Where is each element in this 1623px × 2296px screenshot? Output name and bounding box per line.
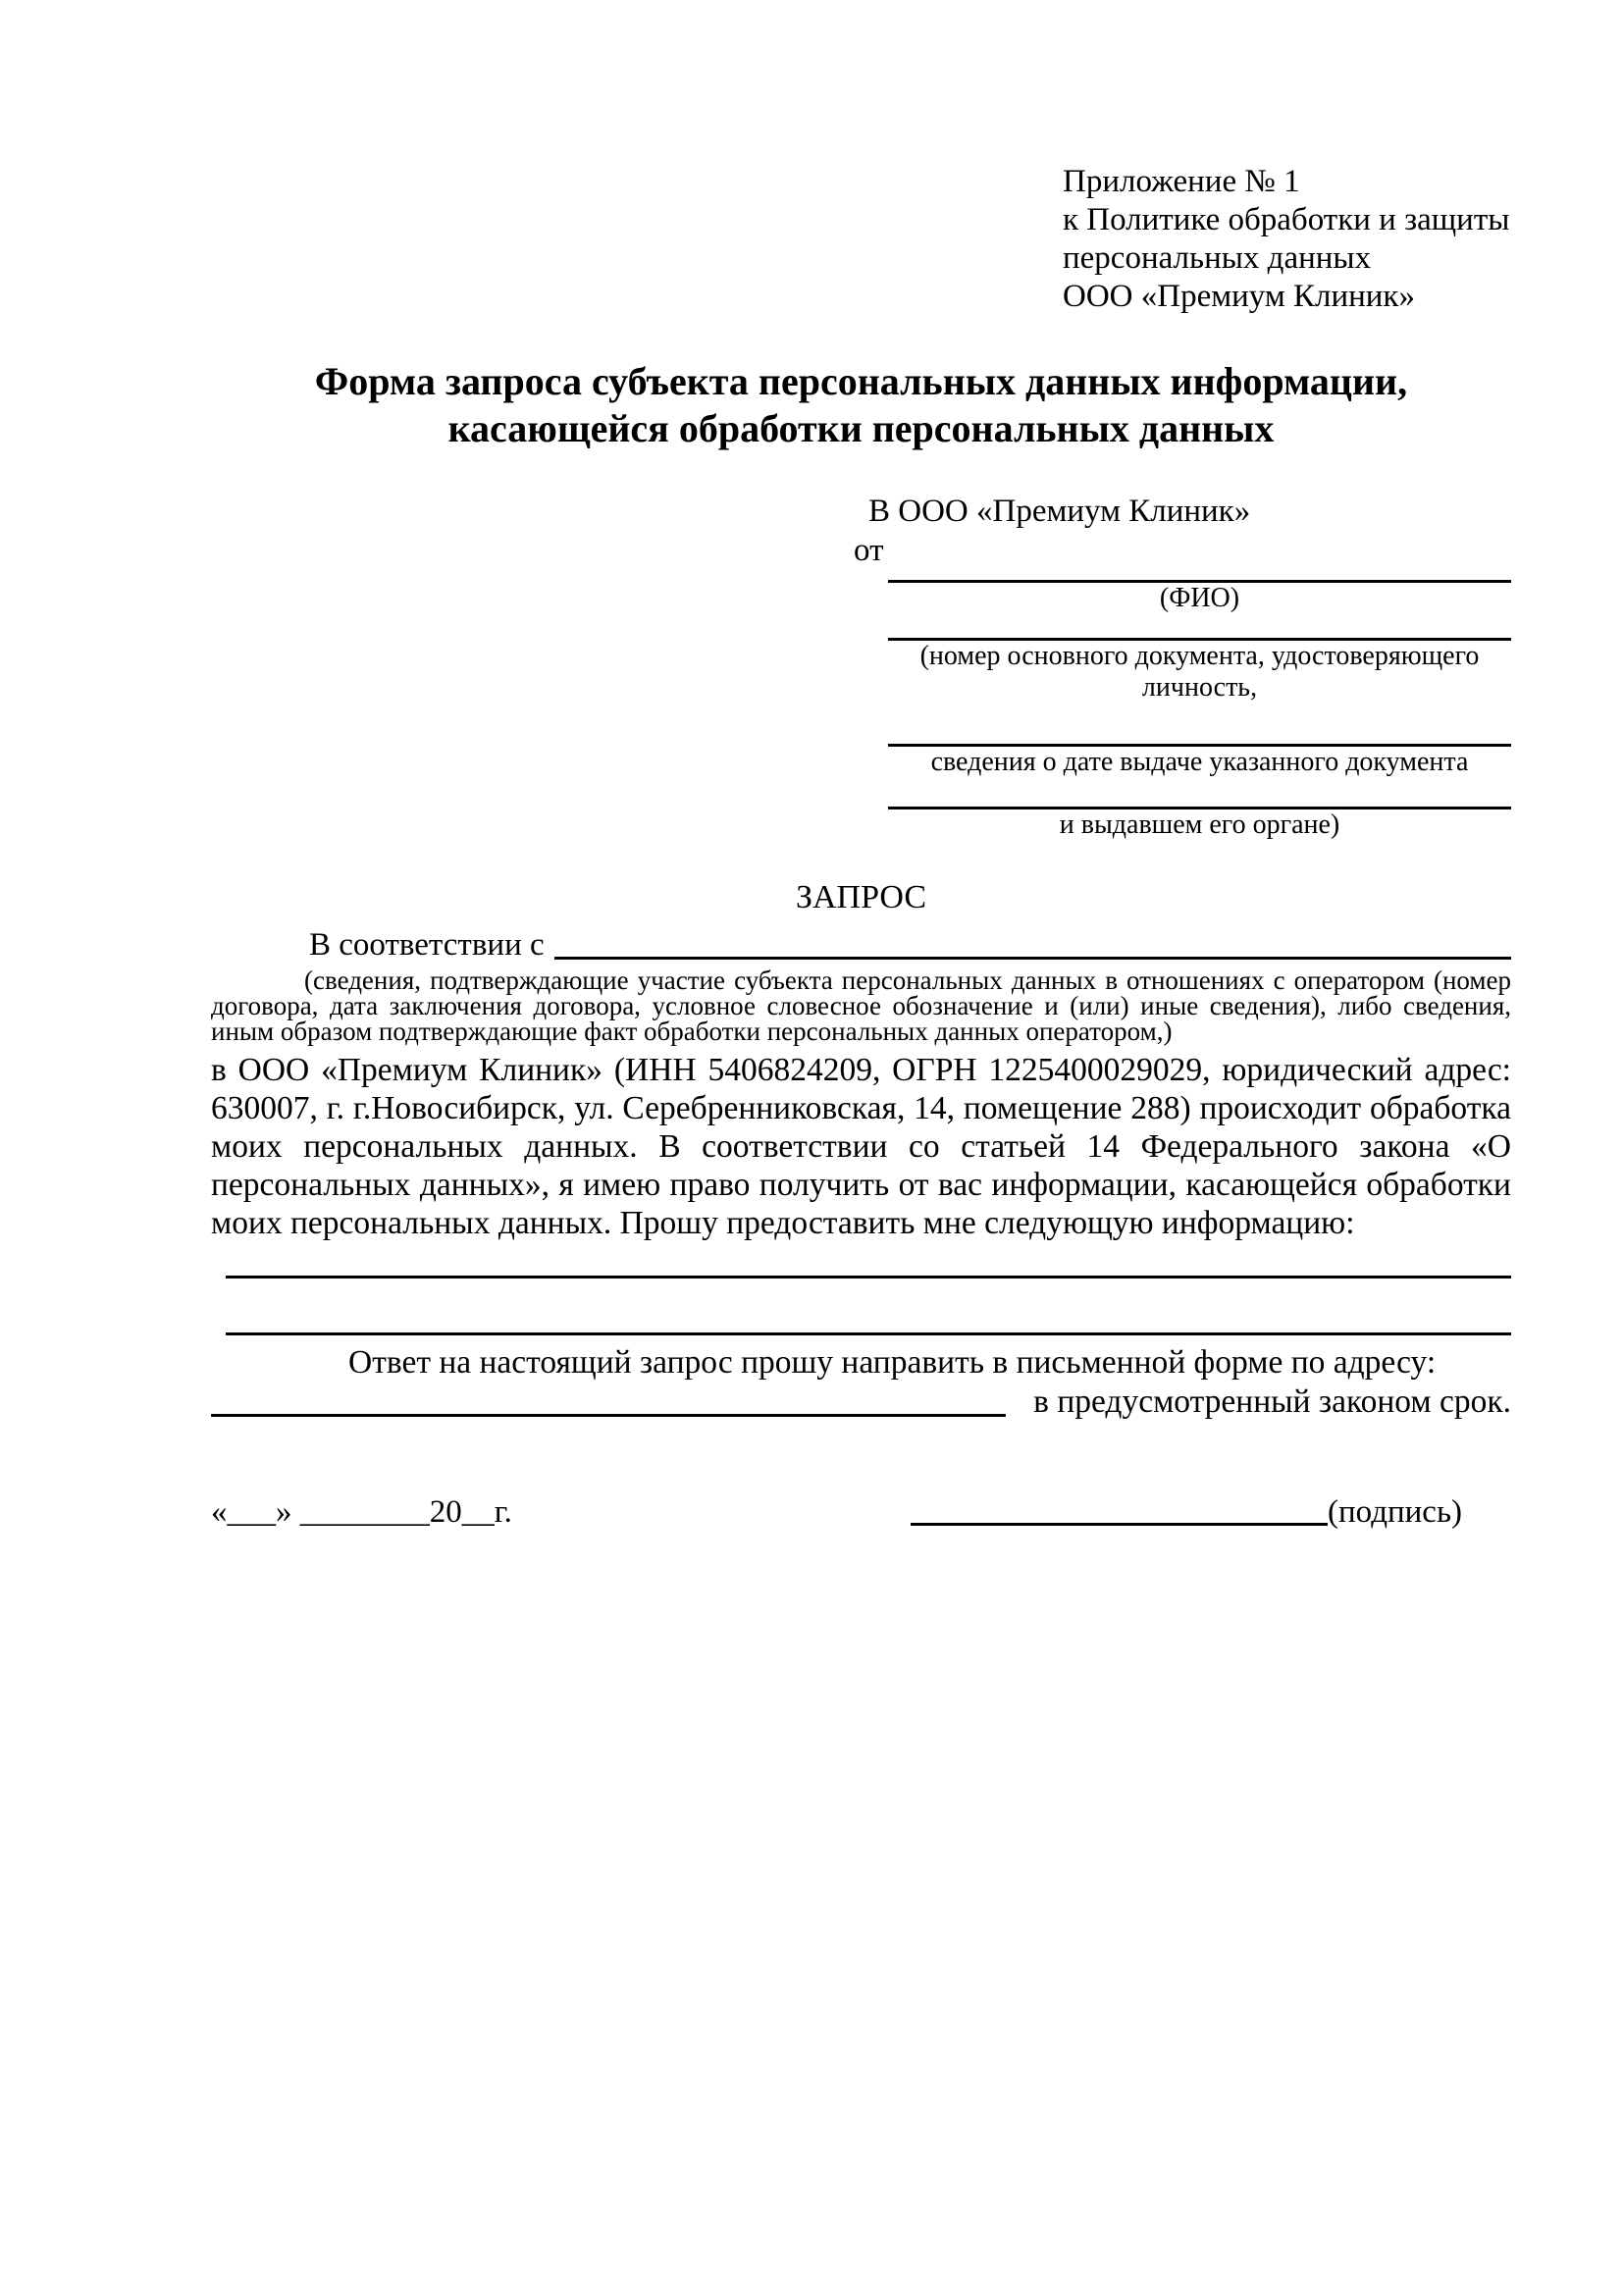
issue-date-fill-line	[888, 704, 1511, 747]
signature-group	[911, 1492, 1462, 1532]
signature-caption: (подпись)	[1328, 1494, 1462, 1530]
page-title-line: касающейся обработки персональных данных	[447, 406, 1275, 450]
information-fill-line-1	[226, 1242, 1511, 1278]
fio-fill-line	[888, 570, 1511, 583]
document-content	[211, 0, 1511, 1532]
issuing-authority-caption: и выдавшем его органе)	[1059, 809, 1340, 840]
basis-fill-line	[554, 925, 1511, 960]
date-signature-row	[211, 1492, 1511, 1532]
reply-address-row	[211, 1383, 1511, 1422]
addressee-from-label: от	[854, 533, 884, 568]
annex-line: Приложение № 1	[1063, 164, 1300, 199]
information-fill-line-2	[226, 1278, 1511, 1335]
annex-line: персональных данных	[1063, 240, 1372, 276]
addressee-to: В ООО «Премиум Клиник»	[868, 494, 1251, 529]
addressee-block	[854, 492, 1511, 841]
issue-date-caption: сведения о дате выдаче указанного документа	[930, 747, 1469, 777]
request-heading: ЗАПРОС	[795, 879, 927, 915]
document-number-caption: (номер основного документа, удостоверяющего личность,	[919, 641, 1480, 703]
opening-label: В соответствии с	[309, 927, 545, 963]
fio-caption: (ФИО)	[1159, 583, 1240, 613]
date-fill-text: «___» ________20__г.	[211, 1494, 512, 1530]
annex-block	[1063, 163, 1511, 316]
page-title	[211, 358, 1511, 452]
fine-print-note: (сведения, подтверждающие участие субъекта персональных данных в отношениях с оператором (номер договора, дата заключения договора, условное словесное обозначение и (или) иные сведения), либо сведения, иным образом подтверждающие факт обработки персональных данных оператором,)	[211, 965, 1511, 1046]
annex-line: к Политике обработки и защиты	[1063, 202, 1510, 237]
request-body: в ООО «Премиум Клиник» (ИНН 5406824209, ОГРН 1225400029029, юридический адрес: 630007, г. г.Новосибирск, ул. Серебренниковская, 14, помещение 288) происходит обработка моих персональных данных. В соответствии со статьей 14 Федерального закона «О персональных данных», я имею право получить от вас информации, касающейся обработки моих персональных данных. Прошу предоставить мне следующую информацию:	[211, 1052, 1511, 1241]
reply-clause: Ответ на настоящий запрос прошу направить в письменной форме по адресу:	[348, 1344, 1437, 1381]
reply-tail: в предусмотренный законом срок.	[1033, 1383, 1511, 1420]
opening-row	[211, 925, 1511, 965]
annex-line: ООО «Премиум Клиник»	[1063, 279, 1415, 314]
signature-fill-line	[911, 1523, 1328, 1526]
address-fill-line	[211, 1383, 1006, 1417]
page-title-line: Форма запроса субъекта персональных данных информации,	[314, 359, 1408, 403]
document-number-fill-line	[888, 614, 1511, 641]
issuing-authority-fill-line	[888, 778, 1511, 809]
